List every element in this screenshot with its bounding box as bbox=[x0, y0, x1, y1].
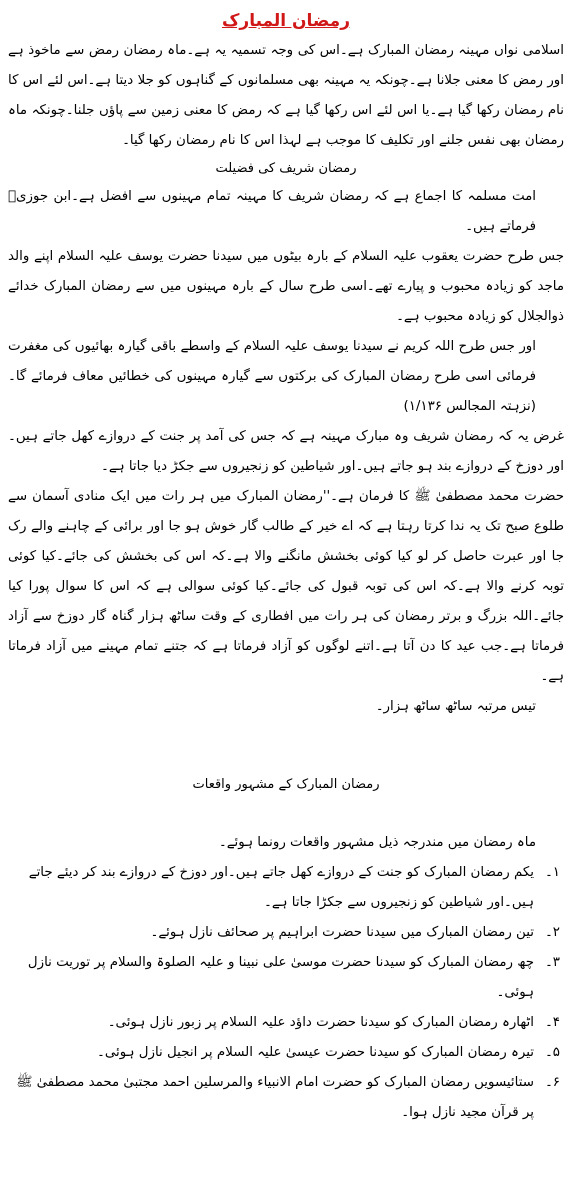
list-item-text: تیرہ رمضان المبارک کو سیدنا حضرت عیسیٰ علیہ السلام پر انجیل نازل ہوئی۔ bbox=[97, 1045, 534, 1060]
list-item-text: ستائیسویں رمضان المبارک کو حضرت امام الانبیاء والمرسلین احمد مجتبیٰ محمد مصطفیٰ ﷺ پر قرآن مجید نازل ہوا۔ bbox=[16, 1075, 534, 1120]
list-item-text: اٹھارہ رمضان المبارک کو سیدنا حضرت داؤد علیہ السلام پر زبور نازل ہوئی۔ bbox=[107, 1015, 534, 1030]
list-item-number: ۱۔ bbox=[544, 865, 560, 880]
virtues-paragraph-5: حضرت محمد مصطفیٰ ﷺ کا فرمان ہے۔''رمضان المبارک میں ہر رات میں ایک منادی آسمان سے طلوع صبح تک یہ ندا کرتا رہتا ہے کہ اے خیر کے طالب گار خوش ہو جا اور برائی کے چاہنے والے رک جا اور عبرت حاصل کر لو کیا کوئی بخشش مانگنے والا ہے۔کہ اس کی بخشش کی جائے۔کیا کوئی توبہ کرنے والا ہے۔کہ اس کی توبہ قبول کی جائے۔کیا کوئی سوالی ہے کہ اس کا سوال پورا کیا جائے۔اللہ بزرگ و برتر رمضان کی ہر رات میں افطاری کے وقت ساٹھ ہزار گناہ گار دوزخ سے آزاد فرماتا ہے۔جب عید کا دن آتا ہے۔اتنے لوگوں کو آزاد فرماتا ہے کہ جتنے تمام مہینے میں آزاد فرماتا ہے۔ bbox=[8, 489, 564, 684]
list-item-number: ۳۔ bbox=[544, 955, 560, 970]
list-item bbox=[8, 1008, 564, 1038]
virtues-paragraph-6: تیس مرتبہ ساٹھ ساٹھ ہزار۔ bbox=[375, 699, 536, 714]
list-item-number: ۴۔ bbox=[544, 1015, 560, 1030]
page-title: رمضان المبارک bbox=[222, 11, 350, 31]
list-item-text: چھ رمضان المبارک کو سیدنا حضرت موسیٰ علی نبینا و علیہ الصلوۃ والسلام پر توریت نازل ہوئی۔ bbox=[27, 955, 534, 1000]
section-spacer bbox=[8, 798, 564, 828]
list-item bbox=[8, 918, 564, 948]
list-item-text: یکم رمضان المبارک کو جنت کے دروازے کھل جاتے ہیں۔اور دوزخ کے دروازے بند کر دیئے جاتے ہیں۔اور شیاطین کو زنجیروں سے جکڑا جاتا ہے۔ bbox=[28, 865, 534, 910]
events-heading: رمضان المبارک کے مشہور واقعات bbox=[192, 777, 380, 792]
list-item bbox=[8, 1068, 564, 1128]
virtues-paragraph-3: اور جس طرح اللہ کریم نے سیدنا یوسف علیہ السلام کے واسطے باقی گیارہ بھائیوں کی مغفرت فرمائی اسی طرح رمضان المبارک کی برکتوں سے گیارہ مہینوں کی خطائیں معاف فرمائے گا۔ (نزہتہ المجالس ۱/۱۳۶) bbox=[8, 339, 536, 414]
virtues-paragraph-1: امت مسلمہ کا اجماع ہے کہ رمضان شریف کا مہینہ تمام مہینوں سے افضل ہے۔ابن جوزیؒ فرماتے ہیں۔ bbox=[8, 189, 536, 234]
list-item-number: ۲۔ bbox=[544, 925, 560, 940]
list-item bbox=[8, 858, 564, 918]
section-spacer bbox=[8, 722, 564, 772]
list-item bbox=[8, 948, 564, 1008]
intro-paragraph: اسلامی نواں مہینہ رمضان المبارک ہے۔اس کی وجہ تسمیہ یہ ہے۔ماہ رمضان رمض سے ماخوذ ہے اور رمض کا معنی جلانا ہے۔چونکہ یہ مہینہ بھی مسلمانوں کے گناہوں کو جلا دیتا ہے۔اس لئے اس کا نام رمضان رکھا گیا ہے۔یا اس لئے اس رکھا گیا ہے کہ رمض کا معنی زمین سے پاؤں جلنا۔چونکہ ماہ رمضان بھی نفس جلنے اور تکلیف کا موجب ہے لہذا اس کا نام رمضان رکھا گیا۔ bbox=[8, 43, 564, 148]
list-item bbox=[8, 1038, 564, 1068]
virtues-heading: رمضان شریف کی فضیلت bbox=[215, 161, 357, 176]
events-intro: ماہ رمضان میں مندرجہ ذیل مشہور واقعات رونما ہوئے۔ bbox=[218, 835, 536, 850]
list-item-text: تین رمضان المبارک میں سیدنا حضرت ابراہیم پر صحائف نازل ہوئے۔ bbox=[150, 925, 534, 940]
virtues-paragraph-2: جس طرح حضرت یعقوب علیہ السلام کے بارہ بیٹوں میں سیدنا حضرت یوسف علیہ السلام اپنے والد ماجد کو زیادہ محبوب و پیارے تھے۔اسی طرح سال کے بارہ مہینوں میں سے رمضان المبارک خدائے ذوالجلال کو زیادہ محبوب ہے۔ bbox=[8, 249, 564, 324]
events-list bbox=[8, 858, 564, 1128]
list-item-number: ۶۔ bbox=[544, 1075, 560, 1090]
list-item-number: ۵۔ bbox=[544, 1045, 560, 1060]
virtues-paragraph-4: غرض یہ کہ رمضان شریف وہ مبارک مہینہ ہے کہ جس کی آمد پر جنت کے دروازے کھل جاتے ہیں۔اور دوزخ کے دروازے بند ہو جاتے ہیں۔اور شیاطین کو زنجیروں سے جکڑ دیا جاتا ہے۔ bbox=[8, 429, 564, 474]
